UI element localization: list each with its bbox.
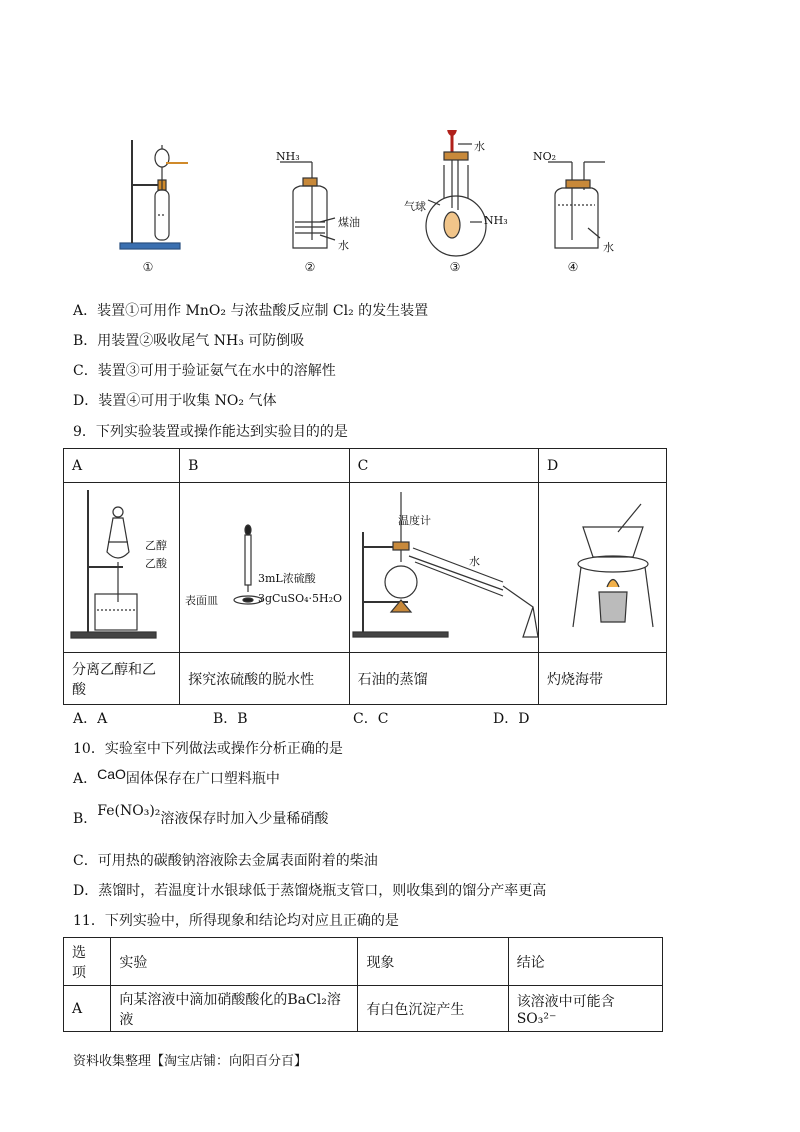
q9-c-distillation [353, 492, 538, 637]
q9-b-label-acid: 3mL浓硫酸 [258, 572, 316, 585]
q10-option-c: C．可用热的碳酸钠溶液除去金属表面附着的柴油 [73, 853, 378, 869]
q9-header-b: B [180, 449, 350, 483]
q9-a-label-ethanol: 乙醇 [145, 539, 167, 552]
q9-caption-a-line1: 分离乙醇和乙 [72, 661, 156, 678]
q8-option-b: B．用装置②吸收尾气 NH₃ 可防倒吸 [73, 333, 305, 349]
q11-header-option-line1: 选 [72, 944, 86, 961]
q8-option-d: D．装置④可用于收集 NO₂ 气体 [73, 393, 277, 409]
q9-a-label-acid: 乙酸 [145, 557, 167, 570]
footer-source: 资料收集整理【淘宝店铺：向阳百分百】 [73, 1054, 308, 1069]
q9-d-crucible [573, 504, 653, 627]
q9-header-c: C [349, 449, 538, 483]
q9-caption-b: 探究浓硫酸的脱水性 [180, 653, 350, 705]
q10-option-a-formula: CaO [97, 766, 126, 782]
q11-row-phenomenon: 有白色沉淀产生 [358, 986, 508, 1032]
figure-3-label: ③ [449, 260, 461, 274]
figure-1-label: ① [142, 260, 154, 274]
fig3-balloon-label: 气球 [404, 200, 426, 213]
fig3-water-label: 水 [474, 140, 485, 153]
q11-stem: 11．下列实验中，所得现象和结论均对应且正确的是 [73, 913, 399, 929]
q9-c-label-thermometer: 温度计 [398, 514, 431, 527]
q9-b-label-salt: 3gCuSO₄·5H₂O [258, 592, 343, 605]
q10-option-a-prefix: A． [73, 771, 98, 787]
q10-option-b-prefix: B． [73, 811, 98, 827]
q9-c-label-water: 水 [469, 555, 480, 568]
q10-option-b [73, 803, 329, 828]
fig2-oil-label: 煤油 [338, 216, 360, 229]
q8-option-c: C．装置③可用于验证氨气在水中的溶解性 [73, 363, 336, 379]
q10-stem: 10．实验室中下列做法或操作分析正确的是 [73, 741, 343, 757]
q9-answer-b: B．B [213, 711, 248, 727]
q9-answer-a: A．A [73, 711, 108, 727]
q11-header-conclusion: 结论 [508, 938, 662, 986]
q9-a-funnel [71, 490, 156, 638]
q11-row-option: A [64, 986, 111, 1032]
q11-row-experiment: 向某溶液中滴加硝酸酸化的BaCl₂溶液 [111, 986, 358, 1032]
q10-option-d: D．蒸馏时，若温度计水银球低于蒸馏烧瓶支管口，则收集到的馏分产率更高 [73, 883, 547, 899]
q9-header-a: A [64, 449, 180, 483]
q9-caption-c: 石油的蒸馏 [349, 653, 538, 705]
figure-4-apparatus [548, 162, 605, 248]
figure-2-label: ② [304, 260, 316, 274]
fig3-gas-label: NH₃ [484, 214, 508, 227]
q9-header-d: D [539, 449, 667, 483]
q10-option-a [73, 768, 280, 788]
q11-header-option [64, 938, 111, 986]
q9-b-label-dish: 表面皿 [185, 594, 218, 607]
fig4-water-label: 水 [603, 241, 614, 254]
q9-caption-a-line2: 酸 [72, 681, 86, 698]
q11-header-experiment: 实验 [111, 938, 358, 986]
fig4-gas-label: NO₂ [533, 150, 557, 163]
q9-caption-a [64, 653, 180, 705]
fig2-gas-label: NH₃ [276, 150, 300, 163]
q9-caption-d: 灼烧海带 [539, 653, 667, 705]
q11-row-conclusion: 该溶液中可能含 SO₃²⁻ [508, 986, 662, 1032]
q8-option-a: A．装置①可用作 MnO₂ 与浓盐酸反应制 Cl₂ 的发生装置 [73, 303, 429, 319]
figure-4-label: ④ [567, 260, 579, 274]
figure-1-apparatus [120, 140, 188, 249]
figure-2-apparatus [280, 162, 335, 248]
q9-answer-c: C．C [353, 711, 389, 727]
q10-option-b-formula: Fe(NO₃)₂ [97, 803, 161, 819]
q11-header-option-line2: 项 [72, 964, 86, 981]
apparatus-figures [100, 130, 660, 280]
q9-answer-d: D．D [493, 711, 530, 727]
q11-table [63, 937, 663, 1032]
fig2-water-label: 水 [338, 239, 349, 252]
q11-header-phenomenon: 现象 [358, 938, 508, 986]
q10-option-a-text: 固体保存在广口塑料瓶中 [125, 771, 280, 787]
q10-option-b-text: 溶液保存时加入少量稀硝酸 [160, 811, 329, 827]
q9-stem: 9．下列实验装置或操作能达到实验目的的是 [73, 424, 348, 440]
